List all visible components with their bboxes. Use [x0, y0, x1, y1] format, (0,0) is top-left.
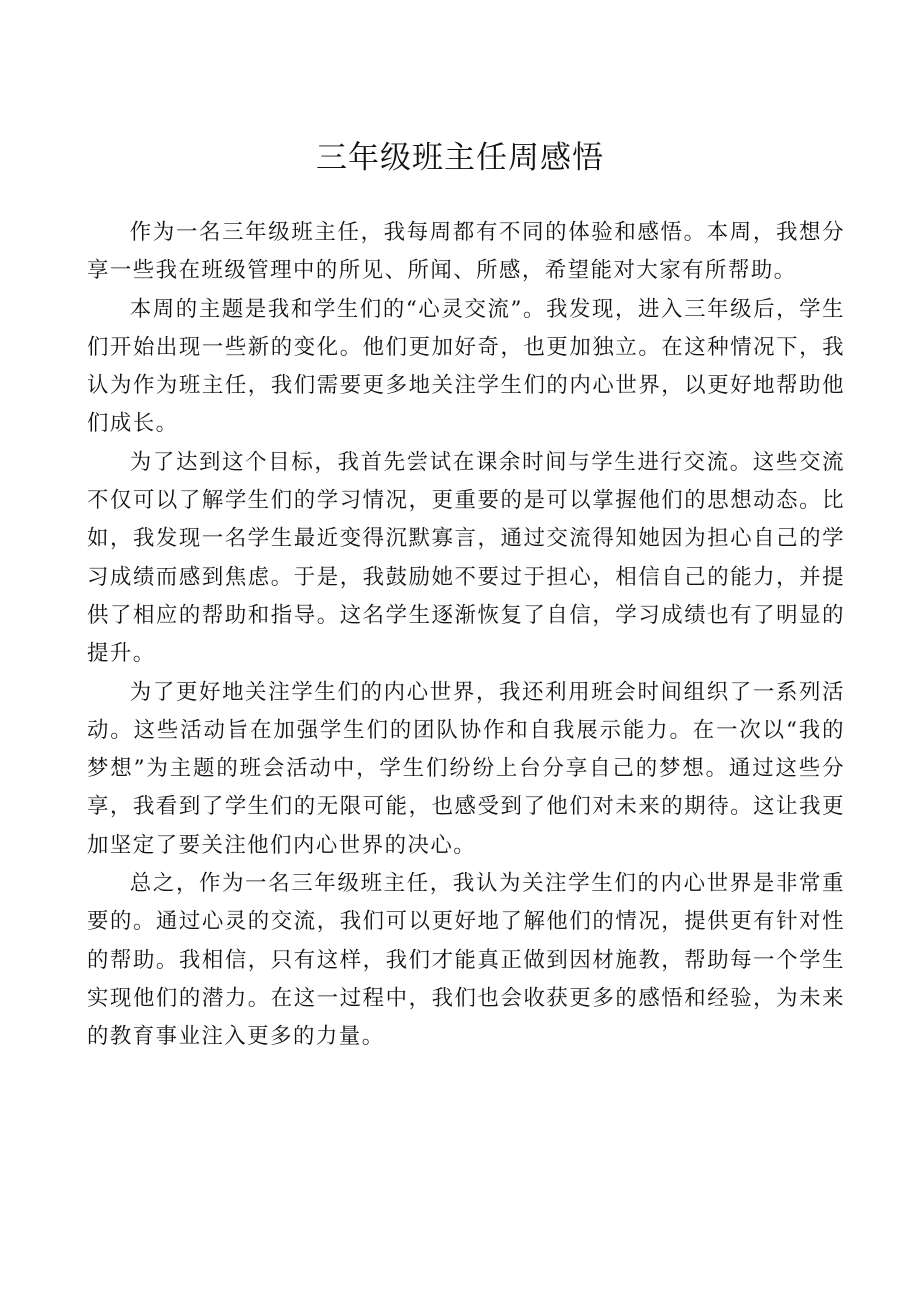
paragraph-2: 本周的主题是我和学生们的“心灵交流”。我发现，进入三年级后，学生们开始出现一些新的变化。他们更加好奇，也更加独立。在这种情况下，我认为作为班主任，我们需要更多地关注学生们的内心世界，以更好地帮助他们成长。: [87, 296, 845, 437]
paragraph-4: 为了更好地关注学生们的内心世界，我还利用班会时间组织了一系列活动。这些活动旨在加强学生们的团队协作和自我展示能力。在一次以“我的梦想”为主题的班会活动中，学生们纷纷上台分享自己的梦想。通过这些分享，我看到了学生们的无限可能，也感受到了他们对未来的期待。这让我更加坚定了要关注他们内心世界的决心。: [87, 679, 845, 858]
paragraph-5: 总之，作为一名三年级班主任，我认为关注学生们的内心世界是非常重要的。通过心灵的交流，我们可以更好地了解他们的情况，提供更有针对性的帮助。我相信，只有这样，我们才能真正做到因材施教，帮助每一个学生实现他们的潜力。在这一过程中，我们也会收获更多的感悟和经验，为未来的教育事业注入更多的力量。: [87, 871, 845, 1050]
page-title: 三年级班主任周感悟: [316, 140, 604, 176]
paragraph-3: 为了达到这个目标，我首先尝试在课余时间与学生进行交流。这些交流不仅可以了解学生们的学习情况，更重要的是可以掌握他们的思想动态。比如，我发现一名学生最近变得沉默寡言，通过交流得知她因为担心自己的学习成绩而感到焦虑。于是，我鼓励她不要过于担心，相信自己的能力，并提供了相应的帮助和指导。这名学生逐渐恢复了自信，学习成绩也有了明显的提升。: [87, 449, 845, 667]
document-body: [87, 214, 845, 1057]
paragraph-1: 作为一名三年级班主任，我每周都有不同的体验和感悟。本周，我想分享一些我在班级管理中的所见、所闻、所感，希望能对大家有所帮助。: [87, 220, 845, 284]
